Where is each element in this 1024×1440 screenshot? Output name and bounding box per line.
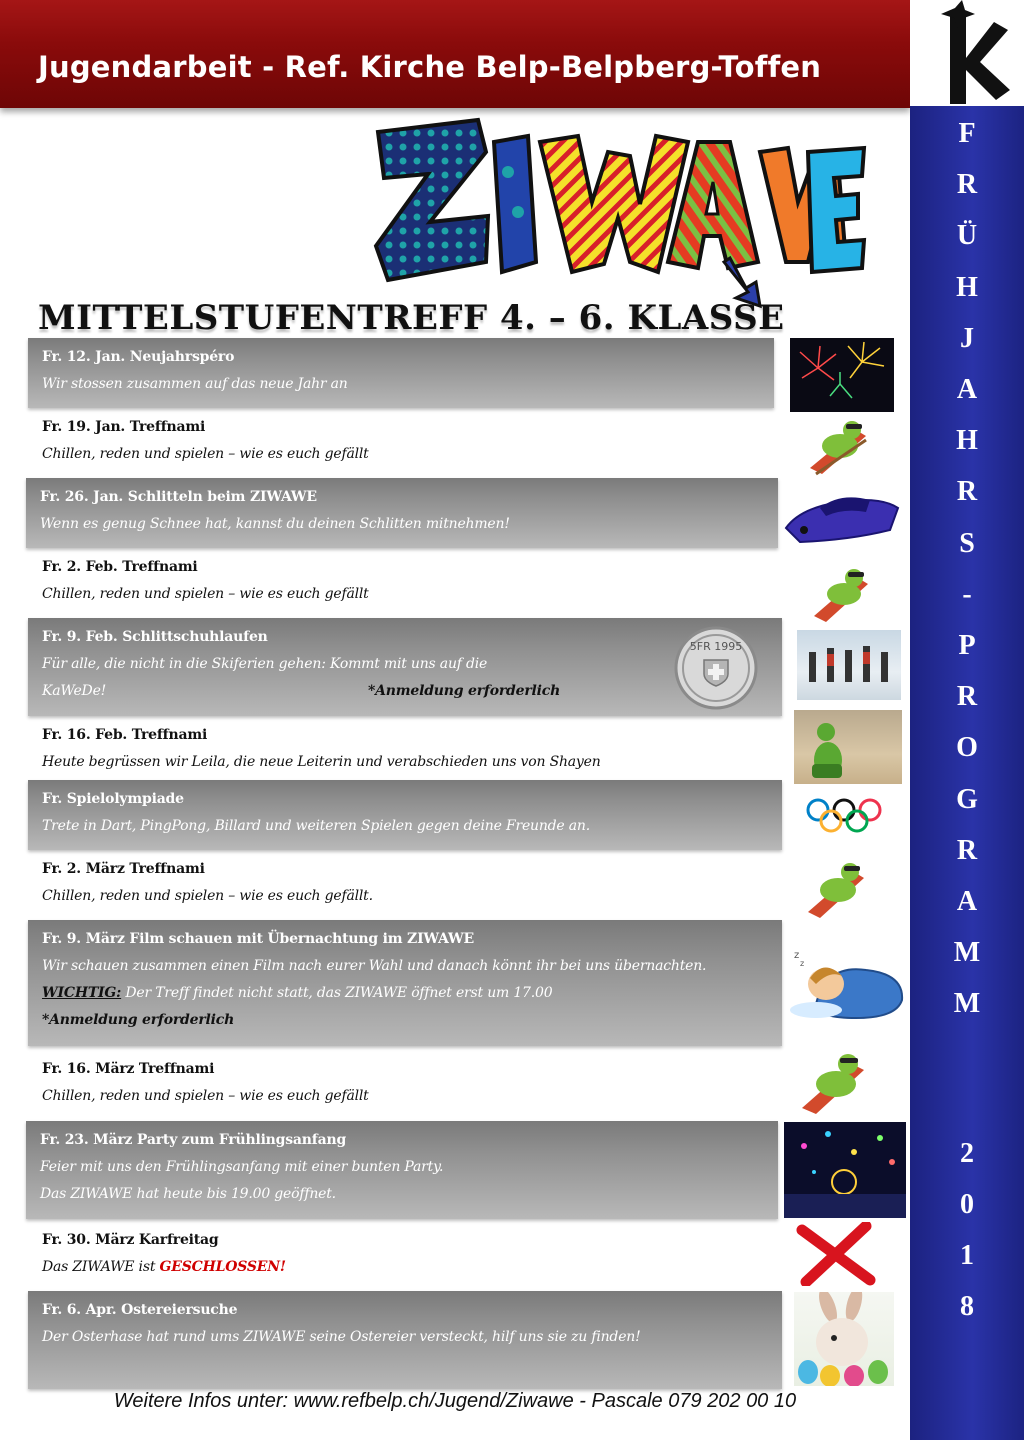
svg-text:z: z xyxy=(794,950,800,961)
event-9 xyxy=(28,920,782,1046)
event-description: Chillen, reden und spielen – wie es euch gefällt xyxy=(42,446,369,462)
registration-note: *Anmeldung erforderlich xyxy=(368,683,561,699)
sidebar-letter: R xyxy=(956,476,978,508)
sidebar-year-digit: 8 xyxy=(960,1291,974,1322)
event-6 xyxy=(28,716,782,780)
event-description: Chillen, reden und spielen – wie es euch gefällt xyxy=(42,1088,369,1104)
sled-image xyxy=(780,478,904,552)
red-x-icon xyxy=(796,1222,876,1286)
header-title: Jugendarbeit - Ref. Kirche Belp-Belpberg-Toffen xyxy=(38,50,822,84)
olympic-rings-icon xyxy=(804,796,884,836)
event-title: Fr. 16. März Treffnami xyxy=(42,1061,215,1077)
event-description: Chillen, reden und spielen – wie es euch gefällt xyxy=(42,586,369,602)
sidebar-letter: H xyxy=(956,425,978,457)
event-description: Wir stossen zusammen auf das neue Jahr an xyxy=(42,376,348,392)
church-k-logo-icon xyxy=(910,0,1024,106)
event-4 xyxy=(28,548,782,618)
sidebar-letter: A xyxy=(956,886,978,917)
sidebar-letter: M xyxy=(953,988,981,1020)
event-title: Fr. 30. März Karfreitag xyxy=(42,1232,219,1248)
event-7 xyxy=(28,780,782,850)
closed-label: GESCHLOSSEN! xyxy=(159,1259,286,1275)
warning-label: WICHTIG: xyxy=(42,985,122,1001)
event-title: Fr. 2. März Treffnami xyxy=(42,861,205,877)
event-8 xyxy=(28,850,782,920)
event-title: Fr. 12. Jan. Neujahrspéro xyxy=(42,349,235,365)
ziwawe-letter-w xyxy=(540,136,688,272)
event-description: Chillen, reden und spielen – wie es euch gefällt. xyxy=(42,888,373,904)
event-title: Fr. 19. Jan. Treffnami xyxy=(42,419,206,435)
event-title: Fr. 6. Apr. Ostereiersuche xyxy=(42,1302,238,1318)
frog-toy-image xyxy=(794,710,902,784)
event-2 xyxy=(28,408,782,478)
party-image xyxy=(784,1122,906,1218)
sidebar-vertical-title xyxy=(910,106,1024,1440)
sidebar-letter: - xyxy=(962,578,972,610)
frog-deckchair-image xyxy=(788,1040,882,1120)
sidebar-letter: F xyxy=(958,118,976,149)
sidebar-letter: O xyxy=(956,732,978,764)
sidebar-letter: R xyxy=(956,681,978,713)
frog-deckchair-image xyxy=(802,556,884,626)
event-13 xyxy=(28,1291,782,1389)
sidebar-letter: J xyxy=(960,322,974,354)
frog-deckchair-image xyxy=(796,850,880,924)
sidebar-letter: R xyxy=(956,169,978,201)
event-description: Wenn es genug Schnee hat, kannst du deinen Schlitten mitnehmen! xyxy=(40,516,510,532)
ziwawe-letter-z xyxy=(376,120,488,280)
event-title: Fr. 2. Feb. Treffnami xyxy=(42,559,198,575)
event-description: Der Osterhase hat rund ums ZIWAWE seine Ostereier versteckt, hilf uns sie zu finden! xyxy=(42,1329,641,1345)
footer-info: Weitere Infos unter: www.refbelp.ch/Jugend/Ziwawe - Pascale 079 202 00 10 xyxy=(113,1390,797,1412)
warning-text: Der Treff findet nicht statt, das ZIWAWE öffnet erst um 17.00 xyxy=(121,985,553,1001)
svg-text:z: z xyxy=(800,959,805,968)
sidebar-year-digit: 1 xyxy=(960,1240,974,1271)
event-5 xyxy=(28,618,782,716)
sidebar-letter: G xyxy=(956,783,978,815)
sidebar-letter: M xyxy=(953,937,981,969)
event-title: Fr. Spielolympiade xyxy=(42,791,184,807)
event-warning xyxy=(42,984,768,1002)
easter-bunny-image xyxy=(794,1292,894,1386)
event-title: Fr. 26. Jan. Schlitteln beim ZIWAWE xyxy=(40,489,317,505)
coin-5fr-icon xyxy=(674,626,758,710)
event-title: Fr. 9. Feb. Schlittschuhlaufen xyxy=(42,629,268,645)
event-description xyxy=(42,682,768,700)
sidebar-letter: A xyxy=(956,374,978,405)
event-3 xyxy=(26,478,778,548)
event-description xyxy=(42,1258,768,1276)
event-12 xyxy=(28,1221,782,1291)
header-bar xyxy=(0,0,910,108)
event-title: Fr. 23. März Party zum Frühlingsanfang xyxy=(40,1132,347,1148)
sleeping-boy-image xyxy=(786,944,910,1026)
event-description: Feier mit uns den Frühlingsanfang mit einer bunten Party. xyxy=(40,1159,444,1175)
registration-note: *Anmeldung erforderlich xyxy=(42,1012,235,1028)
sidebar-letter: R xyxy=(956,834,978,866)
sidebar-year-digit: 0 xyxy=(960,1189,974,1220)
event-title: Fr. 16. Feb. Treffnami xyxy=(42,727,208,743)
church-logo-area xyxy=(910,0,1024,106)
event-description: Wir schauen zusammen einen Film nach eurer Wahl und danach könnt ihr bei uns übernachten. xyxy=(42,958,707,974)
sidebar-letter: S xyxy=(959,527,975,559)
ziwawe-logo xyxy=(368,112,868,312)
event-description-prefix: Das ZIWAWE ist xyxy=(42,1259,160,1275)
fireworks-image xyxy=(790,338,894,412)
event-description: Das ZIWAWE hat heute bis 19.00 geöffnet. xyxy=(40,1186,336,1202)
sidebar-letter: H xyxy=(956,271,978,303)
event-11 xyxy=(26,1121,778,1219)
subtitle: MITTELSTUFENTREFF 4. – 6. KLASSE xyxy=(38,298,785,338)
ice-skating-image xyxy=(797,630,901,700)
event-1 xyxy=(28,338,774,408)
event-description: Für alle, die nicht in die Skiferien gehen: Kommt mit uns auf die xyxy=(42,656,488,672)
event-title: Fr. 9. März Film schauen mit Übernachtung im ZIWAWE xyxy=(42,931,475,947)
frog-deckchair-image xyxy=(796,410,884,478)
event-10 xyxy=(28,1050,782,1120)
event-description: Heute begrüssen wir Leila, die neue Leiterin und verabschieden uns von Shayen xyxy=(42,754,601,770)
sidebar-letter: P xyxy=(958,630,976,661)
event-description: Trete in Dart, PingPong, Billard und weiteren Spielen gegen deine Freunde an. xyxy=(42,818,590,834)
coin-label: 5FR 1995 xyxy=(689,640,743,653)
sidebar-year-digit: 2 xyxy=(960,1138,974,1169)
event-description-cont: KaWeDe! xyxy=(42,683,107,699)
ziwawe-letter-i xyxy=(494,136,536,272)
sidebar-letter: Ü xyxy=(956,220,978,252)
